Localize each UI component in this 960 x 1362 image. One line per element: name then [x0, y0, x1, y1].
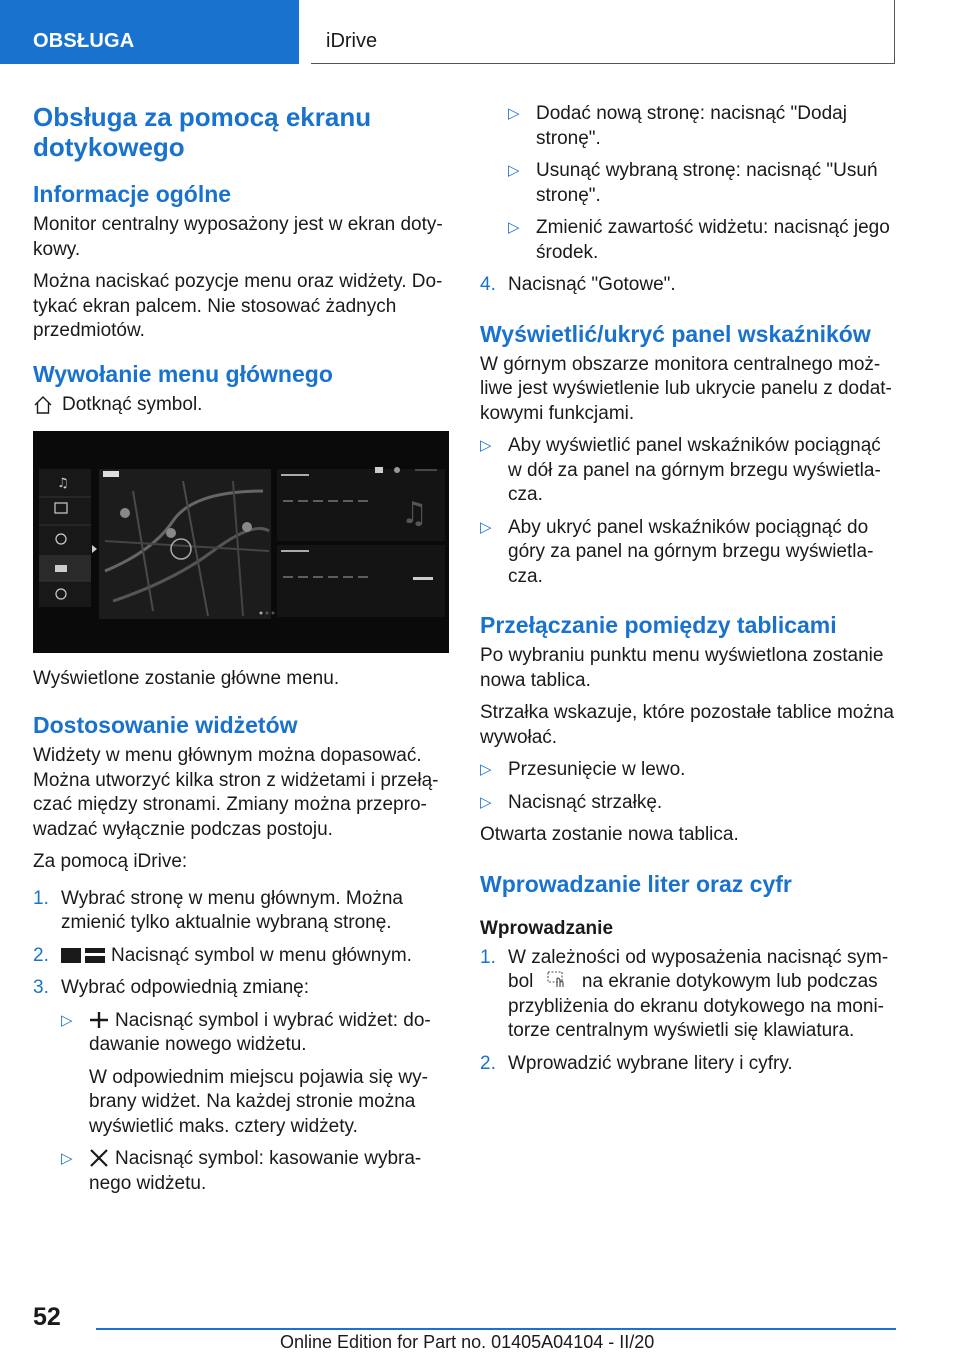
widgets-sub-list-continued	[480, 102, 898, 265]
footer-divider	[96, 1328, 896, 1330]
widgets-step-3	[33, 976, 449, 1001]
widgets-sub-item-delete	[61, 1147, 449, 1196]
step-text: Nacisnąć "Gotowe".	[508, 274, 676, 295]
svg-text:♫: ♫	[401, 495, 428, 531]
heading-widgets: Dostosowanie widżetów	[33, 712, 298, 738]
step-number: 2.	[480, 1052, 496, 1074]
step-number: 1.	[480, 946, 496, 968]
sub-item-text: Zmienić zawartość widżetu: nacisnąć jego środek.	[536, 217, 890, 263]
main-menu-screenshot	[33, 431, 449, 653]
step-text: Wybrać odpowiednią zmianę:	[61, 977, 310, 998]
boards-item-arrow	[480, 791, 898, 816]
page-title: Obsługa za pomocą ekranu dotykowego	[33, 102, 372, 162]
step-number: 1.	[33, 887, 49, 909]
section-title: OBSŁUGA	[33, 30, 135, 52]
panel-item-text: Aby ukryć panel wskaźników pociągnąć do góry za panel na górnym brzegu wyświetlacza.	[508, 516, 874, 587]
sub-item-text: Nacisnąć symbol: kasowanie wybranego widżetu.	[89, 1148, 422, 1194]
widgets-p1: Widżety w menu głównym można dopasować. Można utworzyć kilka stron z widżetami i przełączać między stronami. Zmiany można przeprowadzać wyłącznie podczas postoju.	[33, 745, 439, 840]
left-column	[33, 102, 449, 1204]
step-text-post: na ekranie dotykowym lub podczas przybliżenia do ekranu dotykowego na monitorze centralnym wyświetli się klawiatura.	[508, 971, 884, 1041]
triangle-bullet-icon: ▷	[61, 1011, 73, 1029]
general-p2: Można naciskać pozycje menu oraz widżety. Dotykać ekran palcem. Nie stosować żadnych przedmiotów.	[33, 271, 443, 341]
boards-p2: Strzałka wskazuje, które pozostałe tablice można wywołać.	[480, 702, 894, 748]
step-text-pre: W zależności od wyposażenia nacisnąć symbol	[508, 946, 889, 992]
heading-main-menu: Wywołanie menu głównego	[33, 360, 333, 387]
keyboard-touch-icon	[545, 970, 571, 990]
sub-item-text-wrap	[89, 1009, 449, 1058]
input-step-1	[480, 946, 898, 1044]
triangle-bullet-icon: ▷	[480, 437, 492, 454]
boards-p3: Otwarta zostanie nowa tablica.	[480, 824, 739, 845]
triangle-bullet-icon: ▷	[508, 219, 520, 236]
step-text: Nacisnąć symbol w menu głównym.	[111, 944, 412, 966]
home-icon	[33, 395, 53, 415]
triangle-bullet-icon: ▷	[508, 105, 520, 122]
panel-item-hide	[480, 516, 898, 590]
step-text: Wybrać stronę w menu głównym. Można zmienić tylko aktualnie wybraną stronę.	[61, 887, 403, 933]
sub-item-change-widget	[508, 216, 898, 265]
heading-general: Informacje ogólne	[33, 181, 232, 207]
close-icon	[89, 1149, 109, 1167]
section-tab	[0, 0, 299, 64]
sub-item-text: Usunąć wybraną stronę: nacisnąć "Usuń stronę".	[536, 160, 878, 206]
widgets-step-4	[480, 273, 898, 298]
step-number: 4.	[480, 274, 496, 295]
triangle-bullet-icon: ▷	[61, 1150, 73, 1167]
triangle-bullet-icon: ▷	[480, 793, 492, 811]
widgets-sub-item-add	[61, 1009, 449, 1058]
plus-icon	[89, 1011, 109, 1029]
edition-text: Online Edition for Part no. 01405A04104 - II/20	[280, 1332, 655, 1352]
panel-item-text: Aby wyświetlić panel wskaźników pociągnąć w dół za panel na górnym brzegu wyświetlacza.	[508, 435, 881, 505]
step-text: Wprowadzić wybrane litery i cyfry.	[508, 1052, 793, 1074]
chapter-title: iDrive	[326, 30, 378, 52]
step-text-wrap	[61, 944, 449, 969]
step-text-wrap	[508, 946, 898, 1044]
widgets-step-1	[33, 887, 449, 936]
widgets-p2: Za pomocą iDrive:	[33, 851, 188, 872]
boards-item-text: Nacisnąć strzałkę.	[508, 791, 663, 813]
main-menu-caption: Wyświetlone zostanie główne menu.	[33, 667, 340, 689]
svg-text:♫: ♫	[57, 475, 69, 491]
widgets-sub-list	[33, 1009, 449, 1197]
sub-item-add-page	[508, 102, 898, 151]
sub-item-text-wrap	[89, 1147, 449, 1196]
main-menu-instruction	[33, 393, 449, 417]
right-column	[480, 102, 898, 1084]
triangle-bullet-icon: ▷	[508, 162, 520, 179]
heading-panel: Wyświetlić/ukryć panel wskaźników	[480, 320, 871, 347]
page-number: 52	[33, 1303, 61, 1331]
main-menu-screen-graphic	[33, 431, 449, 653]
page-layout-icon	[61, 946, 105, 964]
chapter-tab	[311, 0, 895, 64]
step-number: 2.	[33, 944, 49, 966]
widgets-sub-item-add-extra: W odpowiednim miejscu pojawia się wybrany widżet. Na każdej stronie można wyświetlić maks. cztery widżety.	[89, 1066, 428, 1137]
input-step-2	[480, 1052, 898, 1077]
boards-item-swipe	[480, 758, 898, 783]
boards-item-text: Przesunięcie w lewo.	[508, 759, 686, 780]
sub-item-remove-page	[508, 159, 898, 208]
heading-boards: Przełączanie pomiędzy tablicami	[480, 612, 837, 638]
widgets-step-2	[33, 944, 449, 969]
step-number: 3.	[33, 977, 49, 998]
boards-p1: Po wybraniu punktu menu wyświetlona zostanie nowa tablica.	[480, 645, 884, 691]
main-menu-text: Dotknąć symbol.	[62, 393, 203, 415]
footer-edition	[280, 1332, 654, 1353]
panel-p1: W górnym obszarze monitora centralnego możliwe jest wyświetlenie lub ukrycie panelu z dodatkowymi funkcjami.	[480, 353, 892, 424]
heading-input-sub: Wprowadzanie	[480, 917, 614, 939]
general-p1: Monitor centralny wyposażony jest w ekran dotykowy.	[33, 214, 443, 260]
triangle-bullet-icon: ▷	[480, 518, 492, 536]
heading-input: Wprowadzanie liter oraz cyfr	[480, 870, 792, 897]
sub-item-text: Nacisnąć symbol i wybrać widżet: dodawanie nowego widżetu.	[89, 1009, 431, 1055]
sub-item-text: Dodać nową stronę: nacisnąć "Dodaj stronę".	[536, 103, 847, 149]
triangle-bullet-icon: ▷	[480, 761, 492, 778]
panel-item-show	[480, 434, 898, 508]
